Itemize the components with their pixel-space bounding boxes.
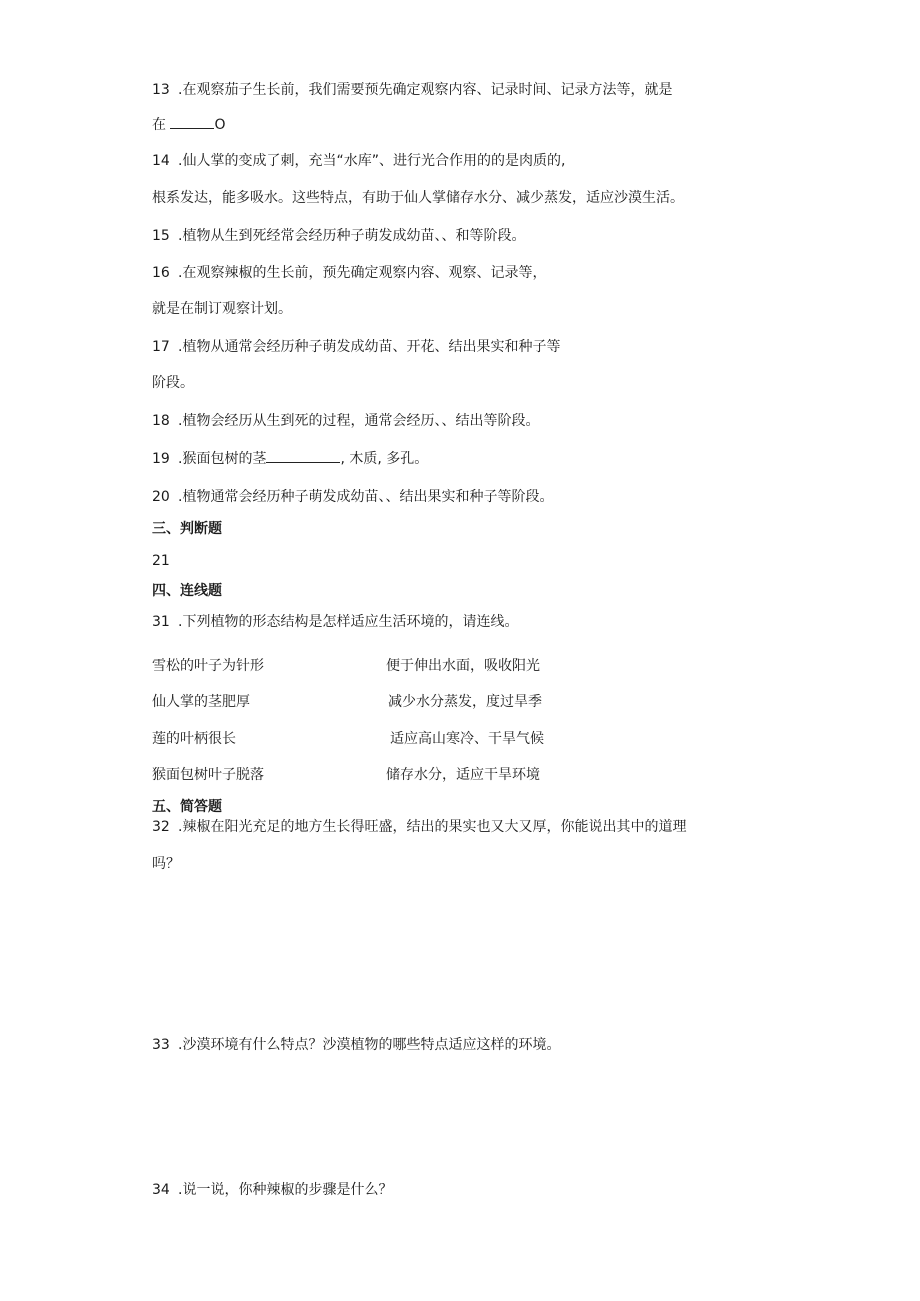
match-right-1[interactable]: 便于伸出水面，吸收阳光 (386, 658, 540, 674)
question-text: .说一说，你种辣椒的步骤是什么？ (178, 1182, 393, 1198)
question-text: .植物从生到死经常会经历种子萌发成幼苗、、和等阶段。 (178, 228, 526, 244)
question-number: 16 (152, 265, 170, 281)
question-text-before: .猴面包树的茎 (178, 451, 267, 467)
question-32 (152, 818, 686, 836)
question-31 (152, 613, 518, 631)
match-left-3[interactable]: 莲的叶柄很长 (152, 731, 236, 747)
match-right-3[interactable]: 适应高山寒冷、干旱气候 (390, 731, 544, 747)
question-16 (152, 264, 546, 282)
question-text: .沙漠环境有什么特点？沙漠植物的哪些特点适应这样的环境。 (178, 1037, 561, 1053)
answer-blank[interactable] (266, 450, 340, 463)
match-left-2[interactable]: 仙人掌的茎肥厚 (152, 694, 250, 710)
question-number: 20 (152, 489, 170, 505)
question-33 (152, 1036, 560, 1054)
question-17 (152, 338, 560, 356)
section-5-heading: 五、简答题 (152, 799, 222, 815)
match-right-2[interactable]: 减少水分蒸发，度过旱季 (388, 694, 542, 710)
question-text: .植物从通常会经历种子萌发成幼苗、开花、结出果实和种子等 (178, 339, 561, 355)
question-number: 31 (152, 614, 170, 630)
question-text: .辣椒在阳光充足的地方生长得旺盛，结出的果实也又大又厚，你能说出其中的道理 (178, 819, 687, 835)
question-number: 15 (152, 228, 170, 244)
question-number: 17 (152, 339, 170, 355)
question-number: 14 (152, 153, 170, 169)
question-text: .下列植物的形态结构是怎样适应生活环境的，请连线。 (178, 614, 519, 630)
question-21 (152, 552, 178, 570)
question-19 (152, 450, 428, 468)
question-number: 33 (152, 1037, 170, 1053)
continuation-suffix: O (214, 117, 226, 133)
question-32-continuation (152, 855, 180, 873)
question-number: 32 (152, 819, 170, 835)
question-text: .植物会经历从生到死的过程，通常会经历、、结出等阶段。 (178, 413, 540, 429)
question-text: .在观察茄子生长前，我们需要预先确定观察内容、记录时间、记录方法等，就是 (178, 82, 673, 98)
question-20 (152, 488, 553, 506)
question-number: 19 (152, 451, 170, 467)
question-text: .植物通常会经历种子萌发成幼苗、、结出果实和种子等阶段。 (178, 489, 554, 505)
question-15 (152, 227, 525, 245)
question-16-continuation (152, 300, 292, 318)
question-text-after: , 木质, 多孔。 (340, 451, 429, 467)
continuation-prefix: 在 (152, 117, 166, 133)
question-text: .在观察辣椒的生长前，预先确定观察内容、观察、记录等， (178, 265, 547, 281)
question-number: 21 (152, 553, 170, 569)
question-number: 18 (152, 413, 170, 429)
match-right-4[interactable]: 储存水分，适应干旱环境 (386, 767, 540, 783)
match-left-4[interactable]: 猴面包树叶子脱落 (152, 767, 264, 783)
question-17-continuation (152, 374, 194, 392)
question-text: .仙人掌的变成了刺，充当“水库”、进行光合作用的的是肉质的, (178, 153, 566, 169)
section-4-heading: 四、连线题 (152, 583, 222, 599)
continuation-text: 根系发达，能多吸水。这些特点，有助于仙人掌储存水分、减少蒸发，适应沙漠生活。 (152, 190, 684, 206)
answer-blank[interactable] (170, 116, 214, 129)
section-3-heading: 三、判断题 (152, 521, 222, 537)
question-number: 34 (152, 1182, 170, 1198)
match-left-1[interactable]: 雪松的叶子为针形 (152, 658, 264, 674)
continuation-text: 阶段。 (152, 375, 194, 391)
continuation-text: 就是在制订观察计划。 (152, 301, 292, 317)
question-34 (152, 1181, 392, 1199)
continuation-text: 吗？ (152, 856, 180, 872)
question-14-continuation (152, 189, 684, 207)
question-14 (152, 152, 565, 170)
question-13 (152, 81, 672, 99)
question-18 (152, 412, 539, 430)
question-13-continuation (152, 116, 225, 134)
question-number: 13 (152, 82, 170, 98)
